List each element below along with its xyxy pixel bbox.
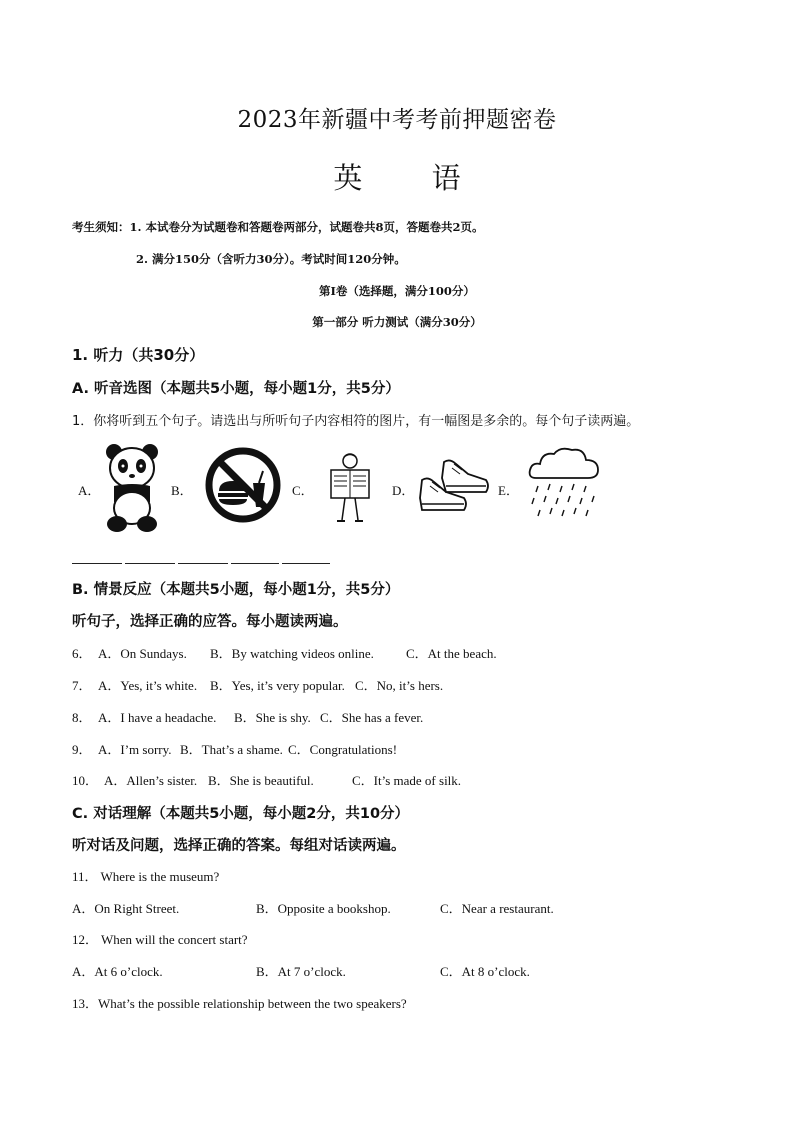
question-9 [72, 739, 397, 758]
answer-blank-4[interactable] [231, 563, 279, 564]
question-13-stem: 13．What’s the possible relationship between the two speakers? [72, 996, 407, 1011]
question-number: 6． [72, 646, 92, 661]
option-c[interactable]: C．She has a fever. [320, 710, 424, 725]
question-6 [72, 643, 497, 662]
section-c-heading: C. 对话理解（本题共5小题，每小题2分，共10分） [72, 806, 410, 822]
option-b[interactable]: B．Yes, it’s very popular. [210, 678, 345, 693]
picture-a-label: A． [78, 483, 101, 498]
option-a[interactable]: A．On Right Street. [72, 901, 180, 916]
option-a[interactable]: A．I’m sorry. [98, 742, 172, 757]
question-10 [72, 770, 461, 789]
section-b-instruction: 听句子，选择正确的应答。每小题读两遍。 [72, 614, 348, 630]
section-a-heading: A. 听音选图（本题共5小题，每小题1分，共5分） [72, 381, 400, 397]
answer-blank-2[interactable] [125, 563, 175, 564]
option-c[interactable]: C．Congratulations! [288, 742, 398, 757]
subject-title: 英 语 [333, 161, 491, 195]
notice-line-1: 考生须知：1. 本试卷分为试题卷和答题卷两部分，试题卷共8页，答题卷共2页。 [72, 220, 484, 234]
picture-d-label: D． [392, 483, 415, 498]
option-a[interactable]: A．On Sundays. [98, 646, 187, 661]
option-a[interactable]: A．At 6 o’clock. [72, 964, 163, 979]
listening-heading: 1. 听力（共30分） [72, 346, 205, 364]
question-11-options [72, 898, 554, 917]
answer-blank-1[interactable] [72, 563, 122, 564]
section-c-instruction: 听对话及问题，选择正确的答案。每组对话读两遍。 [72, 838, 406, 854]
picture-b-label: B． [171, 483, 193, 498]
question-number: 10． [72, 773, 99, 788]
answer-blank-3[interactable] [178, 563, 228, 564]
section-a-instruction: 1．你将听到五个句子。请选出与所听句子内容相符的图片，有一幅图是多余的。每个句子读两遍。 [72, 414, 640, 429]
section-title: 第一部分 听力测试（满分30分） [312, 315, 482, 329]
option-c[interactable]: C．It’s made of silk. [352, 773, 462, 788]
panda-icon [104, 442, 160, 534]
question-11-stem: 11． Where is the museum? [72, 869, 220, 884]
option-b[interactable]: B．At 7 o’clock. [256, 964, 346, 979]
option-b[interactable]: B．By watching videos online. [210, 646, 374, 661]
notice-line-2: 2. 满分150分（含听力30分）。考试时间120分钟。 [136, 252, 406, 266]
option-b[interactable]: B．She is beautiful. [208, 773, 314, 788]
question-number: 9． [72, 742, 92, 757]
question-12-options [72, 961, 530, 980]
option-c[interactable]: C．No, it’s hers. [355, 678, 444, 693]
option-b[interactable]: B．That’s a shame. [180, 742, 283, 757]
answer-blank-5[interactable] [282, 563, 330, 564]
exam-title: 2023年新疆中考考前押题密卷 [237, 107, 557, 133]
option-a[interactable]: A．Yes, it’s white. [98, 678, 198, 693]
question-number: 8． [72, 710, 92, 725]
question-number: 7． [72, 678, 92, 693]
section-b-heading: B. 情景反应（本题共5小题，每小题1分，共5分） [72, 582, 400, 598]
no-fast-food-icon [203, 445, 283, 525]
option-b[interactable]: B．Opposite a bookshop. [256, 901, 391, 916]
option-a[interactable]: A．I have a headache. [98, 710, 217, 725]
part-title: 第Ⅰ卷（选择题，满分100分） [319, 284, 475, 298]
rain-cloud-icon [526, 446, 602, 526]
option-c[interactable]: C．At the beach. [406, 646, 497, 661]
option-b[interactable]: B．She is shy. [234, 710, 311, 725]
picture-c-label: C． [292, 483, 314, 498]
option-c[interactable]: C．Near a restaurant. [440, 901, 554, 916]
sneakers-icon [416, 458, 492, 520]
reading-newspaper-icon [325, 452, 375, 524]
question-8 [72, 707, 423, 726]
option-c[interactable]: C．At 8 o’clock. [440, 964, 530, 979]
option-a[interactable]: A．Allen’s sister. [104, 773, 198, 788]
picture-e-label: E． [498, 483, 519, 498]
question-12-stem: 12． When will the concert start? [72, 932, 248, 947]
question-7 [72, 675, 443, 694]
